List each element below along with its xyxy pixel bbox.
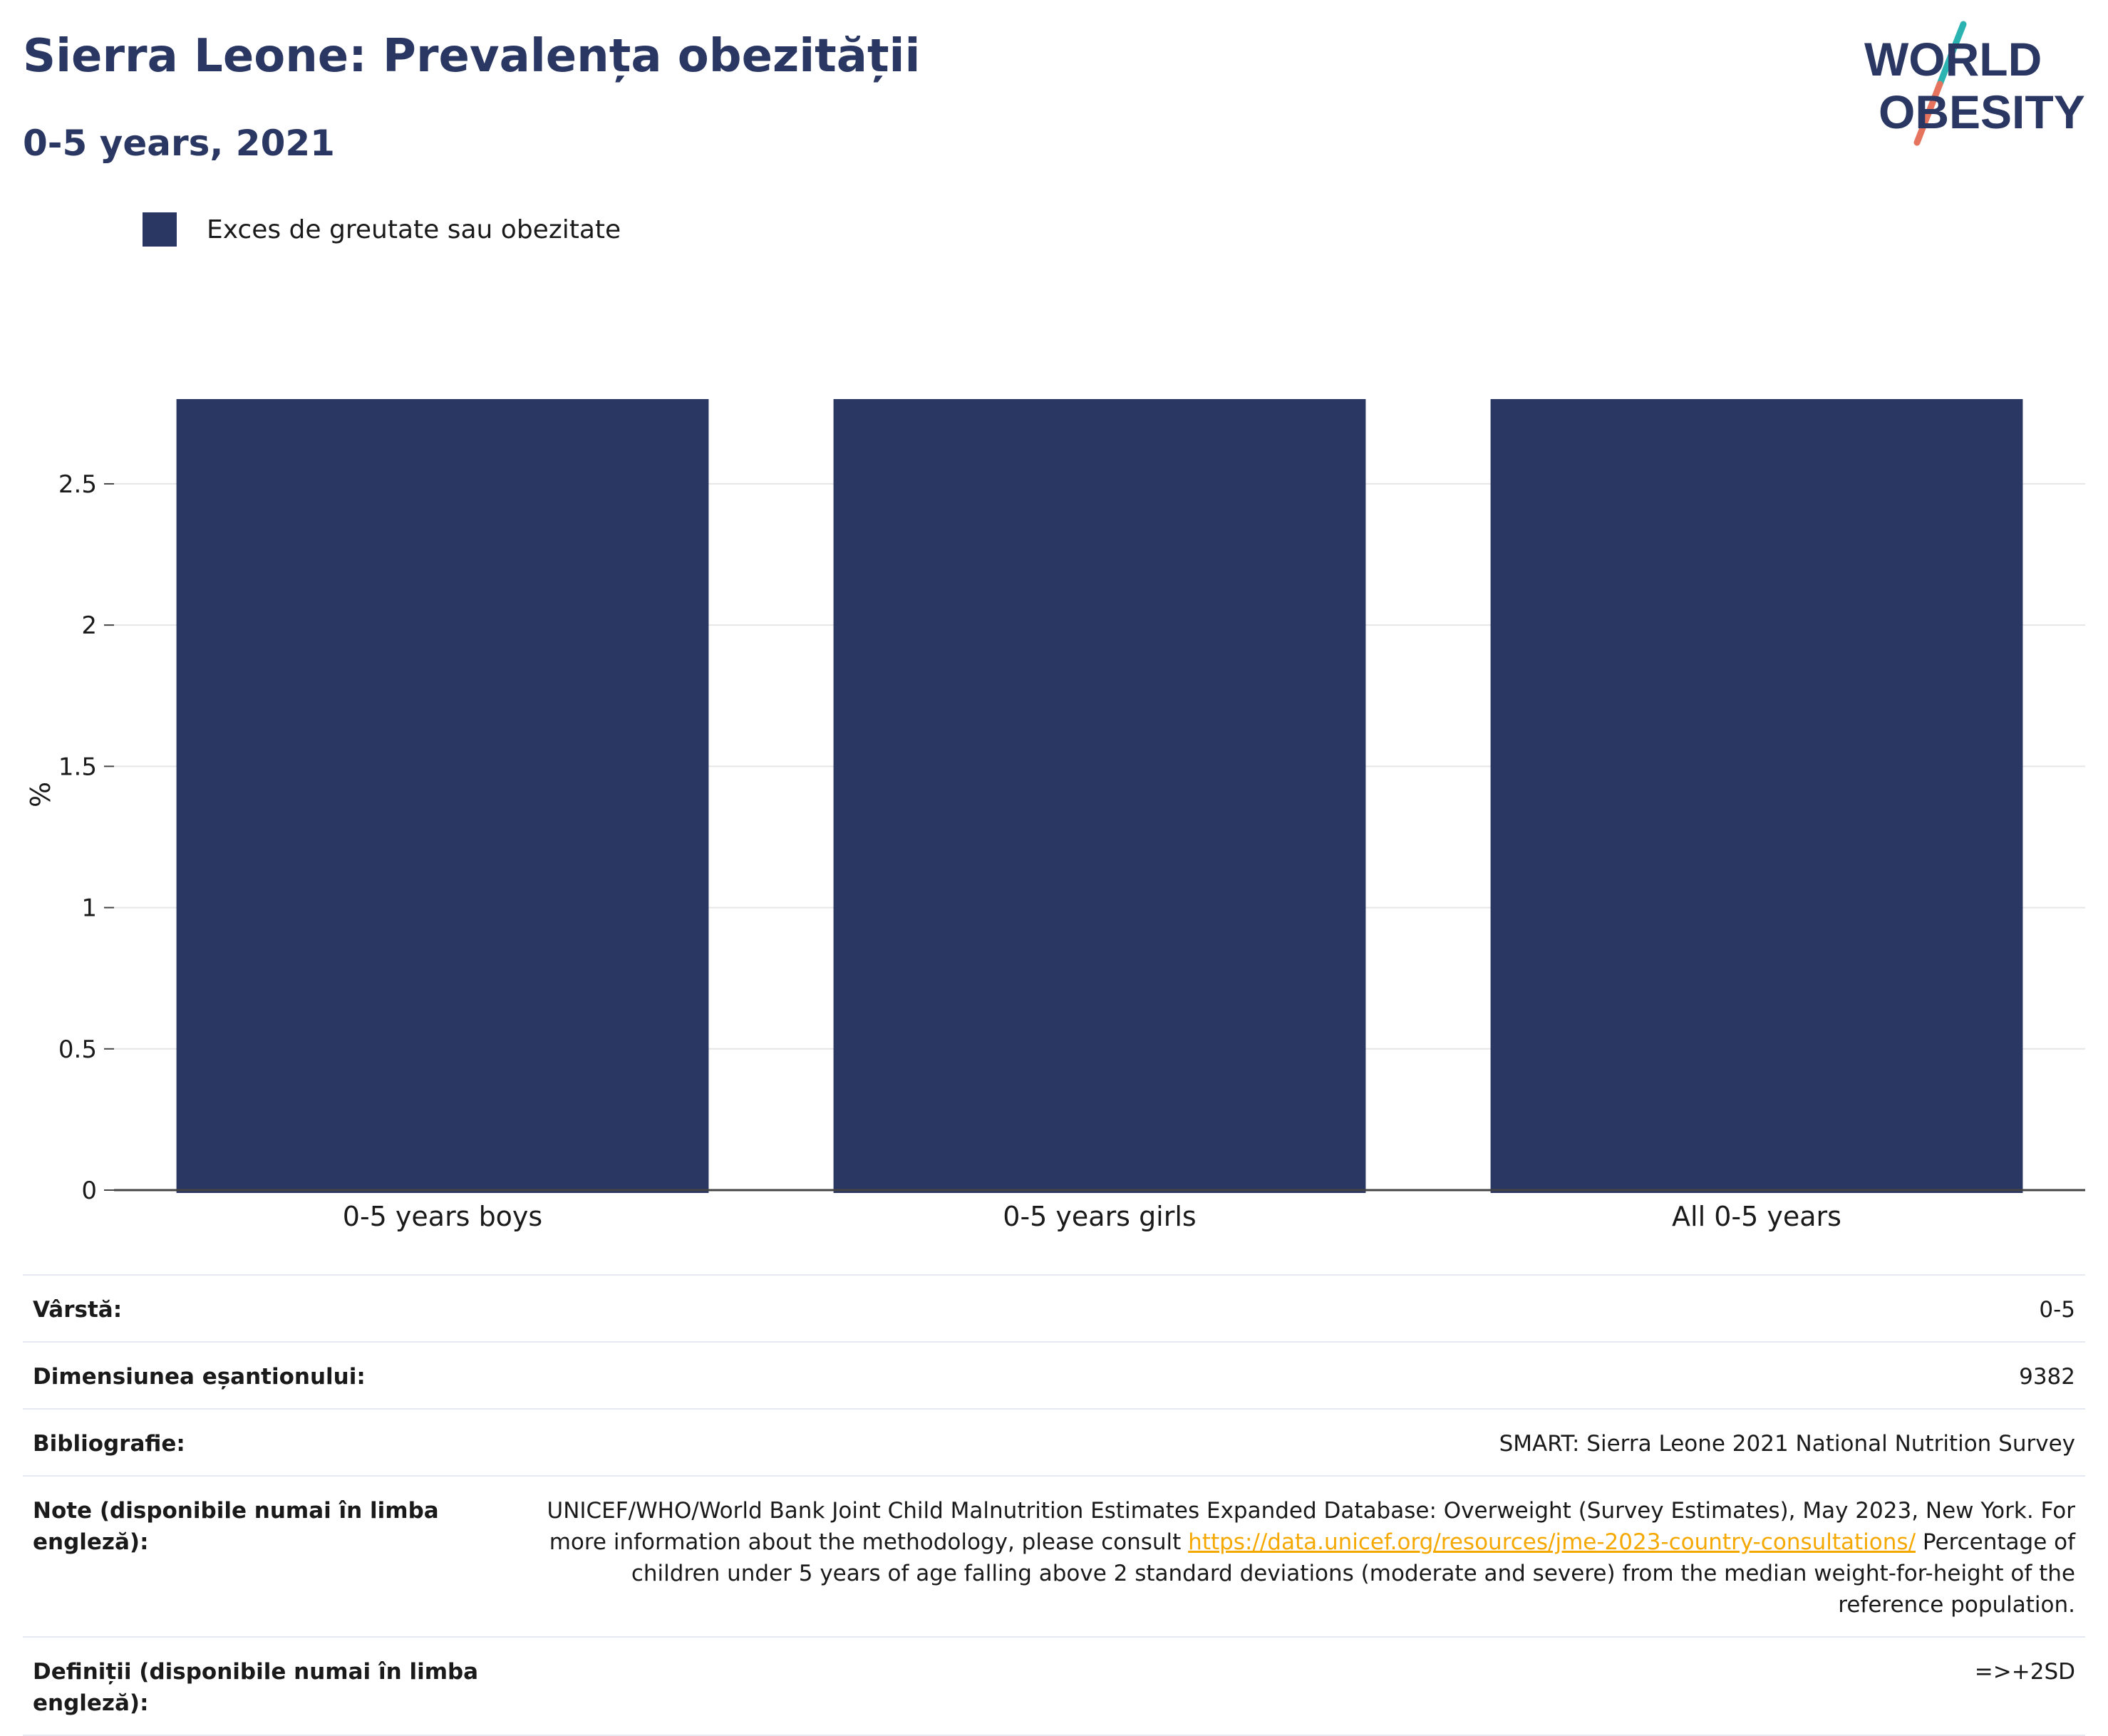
logo-line2: OBESITY bbox=[1879, 86, 2085, 138]
y-tick-label: 0 bbox=[81, 1177, 97, 1205]
notes-link[interactable]: https://data.unicef.org/resources/jme-2023-country-consultations/ bbox=[1188, 1529, 1916, 1555]
logo-line1: WORLD bbox=[1864, 33, 2042, 86]
age-value: 0-5 bbox=[2039, 1297, 2075, 1323]
y-tick-label: 1.5 bbox=[58, 753, 97, 782]
info-row-definitions bbox=[23, 1638, 2085, 1736]
bar[interactable] bbox=[1491, 399, 2023, 1193]
y-tick-label: 2 bbox=[81, 611, 97, 641]
chart-legend[interactable] bbox=[143, 212, 621, 247]
info-table bbox=[23, 1274, 2085, 1736]
y-tick-label: 1 bbox=[81, 894, 97, 923]
definitions-label: Definiții (disponibile numai în limba engleză): bbox=[33, 1659, 479, 1716]
info-row-notes bbox=[23, 1477, 2085, 1638]
sample-size-label: Dimensiunea eșantionului: bbox=[33, 1364, 366, 1390]
y-tick-label: 2.5 bbox=[58, 470, 97, 499]
info-row-age bbox=[23, 1276, 2085, 1343]
x-tick-label: 0-5 years boys bbox=[342, 1201, 543, 1232]
legend-label: Exces de greutate sau obezitate bbox=[207, 215, 621, 244]
bar[interactable] bbox=[177, 399, 709, 1193]
info-row-sample-size bbox=[23, 1343, 2085, 1410]
y-tick-label: 0.5 bbox=[58, 1035, 97, 1064]
definitions-value: =>+2SD bbox=[1974, 1659, 2075, 1685]
bar[interactable] bbox=[834, 399, 1366, 1193]
x-tick-label: 0-5 years girls bbox=[1003, 1201, 1197, 1232]
page-subtitle: 0-5 years, 2021 bbox=[23, 123, 335, 164]
world-obesity-logo[interactable] bbox=[1860, 20, 2088, 148]
info-row-bibliography bbox=[23, 1410, 2085, 1477]
notes-text-before: UNICEF/WHO/World Bank Joint Child Malnutrition Estimates Expanded Database: Overweight (Survey Estimates), May 2023, New York. For more information about the methodology, please consult bbox=[547, 1498, 2075, 1555]
y-axis-label: % bbox=[25, 781, 56, 808]
sample-size-value: 9382 bbox=[2019, 1364, 2075, 1390]
bibliography-value: SMART: Sierra Leone 2021 National Nutrition Survey bbox=[1499, 1431, 2075, 1457]
legend-swatch bbox=[143, 212, 177, 247]
notes-label: Note (disponibile numai în limba engleză): bbox=[33, 1498, 439, 1555]
notes-value bbox=[517, 1495, 2075, 1621]
notes-text-after: Percentage of children under 5 years of age falling above 2 standard deviations (moderate and severe) from the median weight-for-height of the reference population. bbox=[631, 1529, 2075, 1618]
bar-chart bbox=[0, 356, 2108, 1240]
bibliography-label: Bibliografie: bbox=[33, 1431, 185, 1457]
x-tick-label: All 0-5 years bbox=[1672, 1201, 1841, 1232]
age-label: Vârstă: bbox=[33, 1297, 123, 1323]
page-title: Sierra Leone: Prevalența obezității bbox=[23, 30, 921, 83]
